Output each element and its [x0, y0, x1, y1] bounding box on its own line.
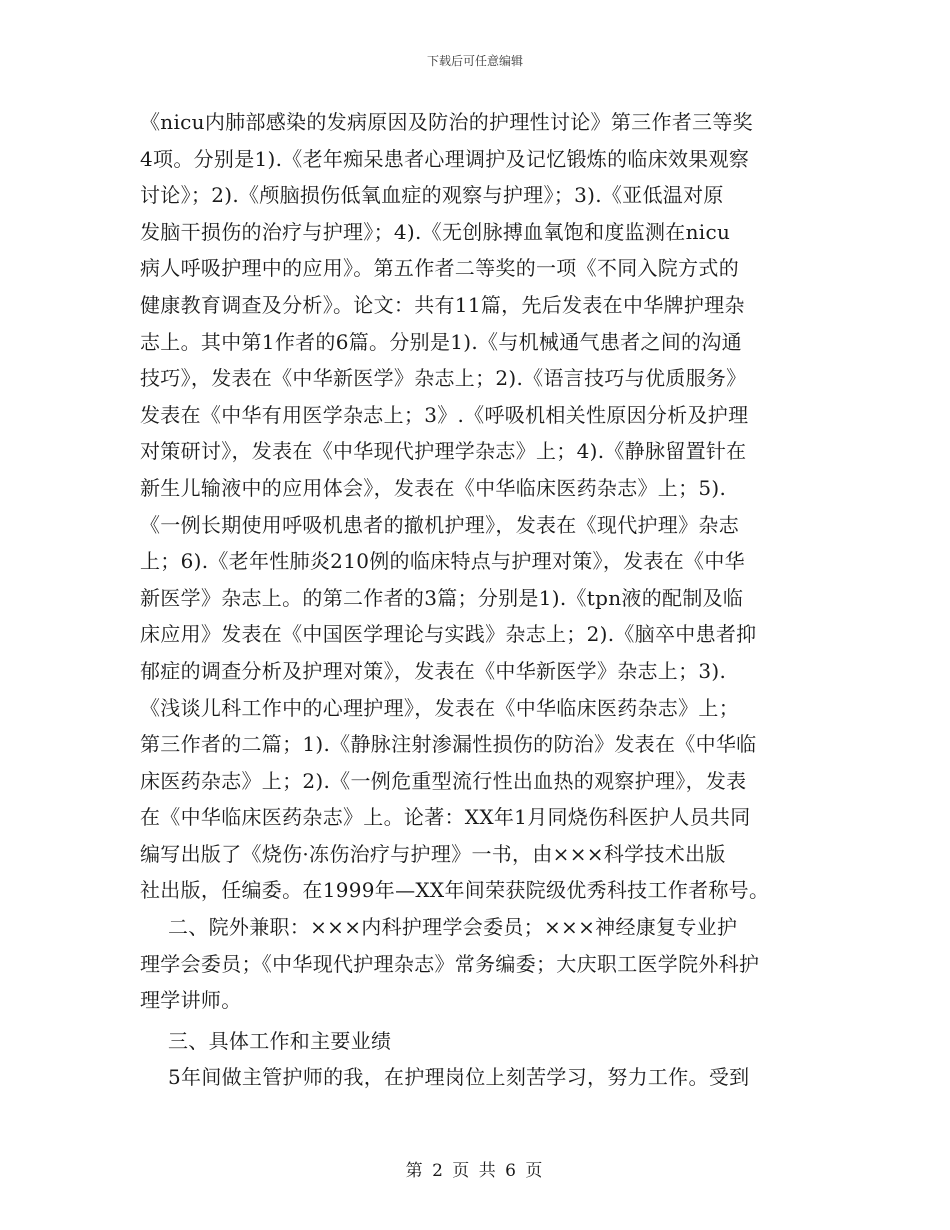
text-line: 病人呼吸护理中的应用》。第五作者二等奖的一项《不同入院方式的 — [140, 256, 739, 281]
text-line: 编写出版了《烧伤·冻伤治疗与护理》一书，由×××科学技术出版 — [140, 841, 726, 866]
page-header: 下载后可任意编辑 — [426, 54, 523, 68]
text-line: 《一例长期使用呼吸机患者的撤机护理》，发表在《现代护理》杂志 — [140, 512, 739, 537]
text-line: 新医学》杂志上。的第二作者的3篇；分别是1).《tpn液的配制及临 — [140, 585, 744, 610]
text-line: 床医药杂志》上；2).《一例危重型流行性出血热的观察护理》，发表 — [140, 768, 747, 793]
text-line: 第三作者的二篇；1).《静脉注射渗漏性损伤的防治》发表在《中华临 — [140, 732, 757, 757]
text-line: 志上。其中第1作者的6篇。分别是1).《与机械通气患者之间的沟通 — [140, 329, 742, 354]
text-line: 郁症的调查分析及护理对策》，发表在《中华新医学》杂志上；3). — [140, 658, 727, 683]
section-3-line: 5年间做主管护师的我，在护理岗位上刻苦学习，努力工作。受到 — [168, 1065, 750, 1090]
text-line: 技巧》，发表在《中华新医学》杂志上；2).《语言技巧与优质服务》 — [140, 366, 747, 391]
text-line: 新生儿输液中的应用体会》，发表在《中华临床医药杂志》上；5). — [140, 475, 727, 500]
section-2-line: 理学会委员；《中华现代护理杂志》常务编委；大庆职工医学院外科护 — [140, 951, 760, 976]
text-line: 发表在《中华有用医学杂志上；3》.《呼吸机相关性原因分析及护理 — [140, 402, 749, 427]
text-line: 床应用》发表在《中国医学理论与实践》杂志上；2).《脑卒中患者抑 — [140, 622, 757, 647]
section-2-line: 二、院外兼职：×××内科护理学会委员；×××神经康复专业护 — [168, 915, 738, 940]
text-line: 在《中华临床医药杂志》上。论著：XX年1月同烧伤科医护人员共同 — [140, 805, 751, 830]
text-line: 《浅谈儿科工作中的心理护理》，发表在《中华临床医药杂志》上； — [140, 695, 739, 720]
text-line: 社出版，任编委。在1999年—XX年间荣获院级优秀科技工作者称号。 — [140, 878, 770, 903]
document-body — [140, 104, 812, 1096]
text-line: 对策研讨》，发表在《中华现代护理学杂志》上；4).《静脉留置针在 — [140, 439, 747, 464]
text-line: 4项。分别是1).《老年痴呆患者心理调护及记忆锻炼的临床效果观察 — [140, 146, 750, 171]
text-line: 上；6).《老年性肺炎210例的临床特点与护理对策》，发表在《中华 — [140, 549, 745, 574]
text-line: 发脑干损伤的治疗与护理》；4).《无创脉搏血氧饱和度监测在nicu — [140, 219, 731, 244]
page-footer: 第 2 页 共 6 页 — [405, 1161, 545, 1181]
text-line: 《nicu内肺部感染的发病原因及防治的护理性讨论》第三作者三等奖 — [140, 110, 753, 134]
text-line: 健康教育调查及分析》。论文：共有11篇，先后发表在中华牌护理杂 — [140, 292, 745, 317]
text-line: 讨论》；2).《颅脑损伤低氧血症的观察与护理》；3).《亚低温对原 — [140, 183, 724, 208]
section-2-line: 理学讲师。 — [140, 988, 242, 1013]
section-3-heading: 三、具体工作和主要业绩 — [168, 1028, 392, 1053]
